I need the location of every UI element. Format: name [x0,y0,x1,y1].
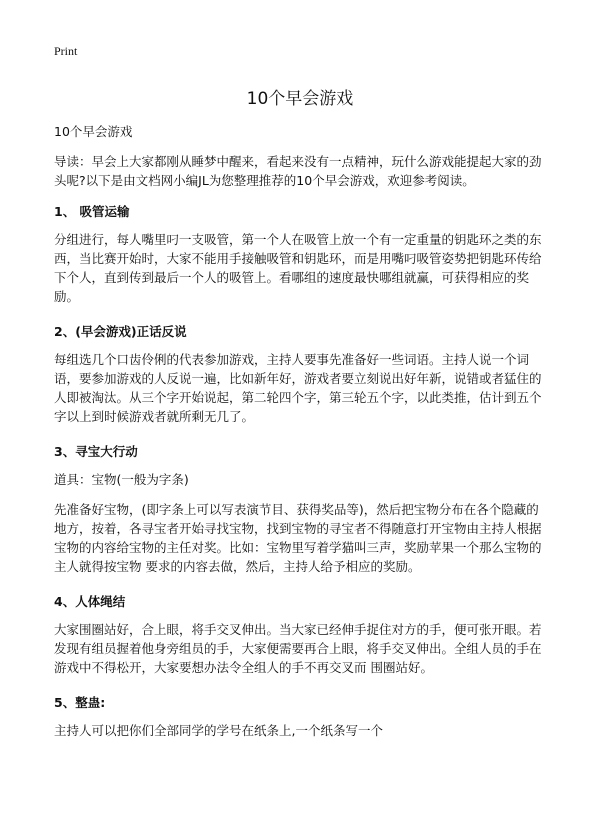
section-heading-5: 5、整蛊: [54,695,106,710]
intro-paragraph: 导读：早会上大家都刚从睡梦中醒来，看起来没有一点精神，玩什么游戏能提起大家的劲头呢?以下是由文档网小编JL为您整理推荐的10个早会游戏，欢迎参考阅读。 [54,154,542,188]
document-body [54,122,550,751]
section-3-paragraph: 先准备好宝物，(即字条上可以写表演节目、获得奖品等)，然后把宝物分布在各个隐藏的地方，按着，各寻宝者开始寻找宝物，找到宝物的寻宝者不得随意打开宝物由主持人根据宝物的内容给宝物的主任对奖。比如：宝物里写着学猫叫三声，奖励苹果一个那么宝物的主人就得按宝物 要求的内容去做，然后，主持人给予相应的奖励。 [54,502,542,574]
section-heading-3: 3、寻宝大行动 [54,444,138,459]
section-heading-2: 2、(早会游戏)正话反说 [54,324,187,339]
section-1-paragraph: 分组进行，每人嘴里叼一支吸管，第一个人在吸管上放一个有一定重量的钥匙环之类的东西，当比赛开始时，大家不能用手接触吸管和钥匙环，而是用嘴叼吸管姿势把钥匙环传给下个人，直到传到最后一个人的吸管上。看哪组的速度最快哪组就赢，可获得相应的奖励。 [54,232,542,304]
section-heading-1: 1、 吸管运输 [54,204,130,219]
section-4-paragraph: 大家围圈站好，合上眼，将手交叉伸出。当大家已经伸手捉住对方的手，便可张开眼。若发现有组员握着他身旁组员的手，大家便需要再合上眼，将手交叉伸出。全组人员的手在游戏中不得松开，大家要想办法令全组人的手不再交叉而 围圈站好。 [54,622,542,675]
section-3-props: 道具：宝物(一般为字条) [54,472,189,487]
section-2-paragraph: 每组选几个口齿伶俐的代表参加游戏，主持人要事先准备好一些词语。主持人说一个词语，要参加游戏的人反说一遍，比如新年好，游戏者要立刻说出好年新，说错或者猛住的人即被淘汰。从三个字开始说起，第二轮四个字，第三轮五个字，以此类推，估计到五个字以上到时候游戏者就所剩无几了。 [54,352,542,424]
print-label: Print [54,44,78,58]
section-heading-4: 4、人体绳结 [54,594,126,609]
section-5-paragraph: 主持人可以把你们全部同学的学号在纸条上,一个纸条写一个 [54,723,383,738]
document-title: 10个早会游戏 [246,89,354,109]
document-subtitle: 10个早会游戏 [54,124,133,139]
